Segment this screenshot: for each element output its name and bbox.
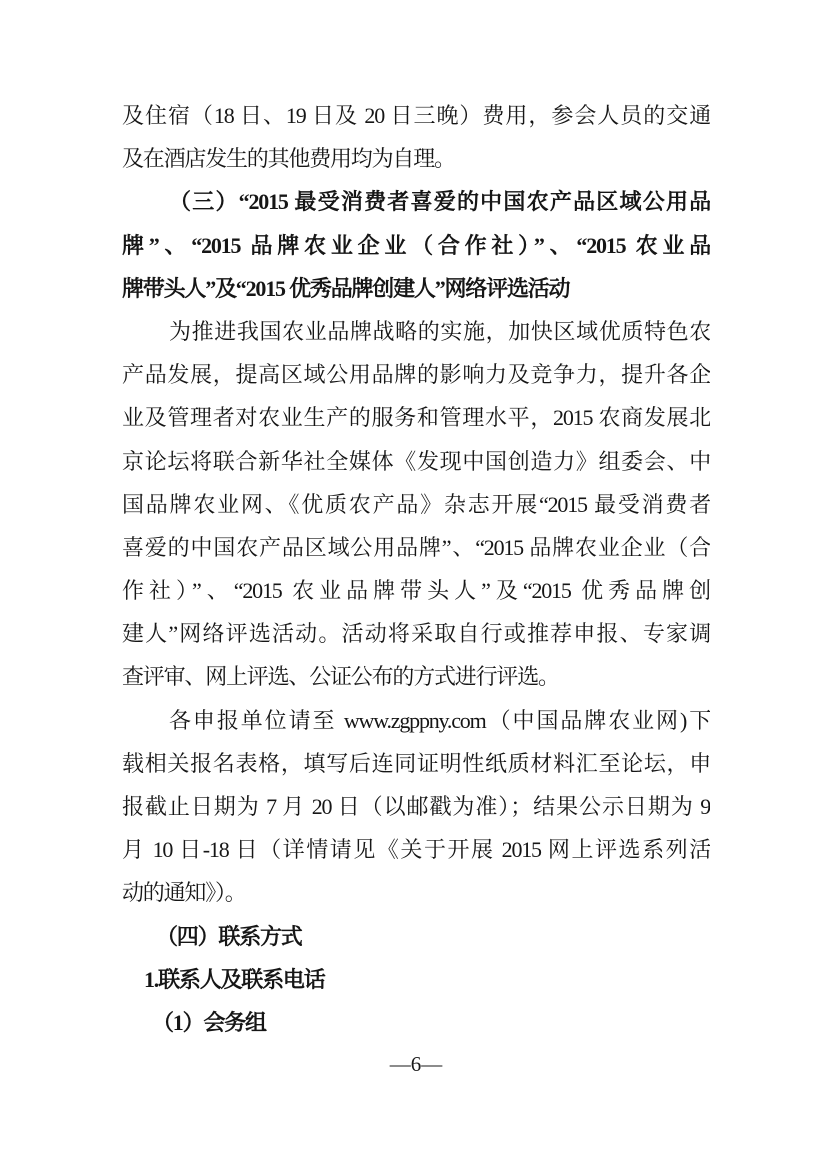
section-heading-line: 牌带头人”及“2015 优秀品牌创建人”网络评选活动	[122, 275, 570, 301]
body-text-line: 各申报单位请至 www.zgppny.com（中国品牌农业网)下	[169, 707, 710, 733]
body-text-line: 业及管理者对农业生产的服务和管理水平，2015 农商发展北	[122, 405, 710, 431]
section-heading-line: （四）联系方式	[156, 923, 302, 949]
subsection-heading-line: 1.联系人及联系电话	[144, 966, 325, 992]
body-text-line: 为推进我国农业品牌战略的实施，加快区域优质特色农	[169, 318, 710, 344]
body-text-line: 查评审、网上评选、公证公布的方式进行评选。	[122, 664, 559, 690]
body-text-line: 喜爱的中国农产品区域公用品牌”、“2015 品牌农业企业（合	[122, 534, 710, 560]
body-text-line: 及住宿（18 日、19 日及 20 日三晚）费用，参会人员的交通	[122, 103, 710, 128]
body-text-line: 作社）”、“2015 农业品牌带头人”及“2015 优秀品牌创	[122, 578, 710, 604]
section-heading-line: （三）“2015 最受消费者喜爱的中国农产品区域公用品	[169, 189, 710, 215]
body-text-line: 及在酒店发生的其他费用均为自理。	[122, 146, 455, 172]
section-heading-line: 牌”、“2015 品牌农业企业（合作社）”、“2015 农业品	[122, 232, 710, 258]
body-text-line: 报截止日期为 7 月 20 日（以邮戳为准）；结果公示日期为 9	[122, 794, 710, 819]
document-body	[122, 94, 710, 1044]
body-text-line: 建人”网络评选活动。活动将采取自行或推荐申报、专家调	[122, 621, 710, 647]
page-number: —6—	[389, 1052, 443, 1076]
body-text-line: 京论坛将联合新华社全媒体《发现中国创造力》组委会、中	[122, 448, 710, 474]
body-text-line: 产品发展，提高区域公用品牌的影响力及竞争力，提升各企	[122, 362, 710, 388]
body-text-line: 载相关报名表格，填写后连同证明性纸质材料汇至论坛，申	[122, 750, 710, 776]
subsubsection-heading-line: （1）会务组	[152, 1009, 266, 1035]
body-text-line: 月 10 日-18 日（详情请见《关于开展 2015 网上评选系列活	[122, 837, 710, 863]
body-text-line: 动的通知》）。	[122, 880, 246, 906]
body-text-line: 国品牌农业网、《优质农产品》杂志开展“2015 最受消费者	[122, 491, 710, 517]
